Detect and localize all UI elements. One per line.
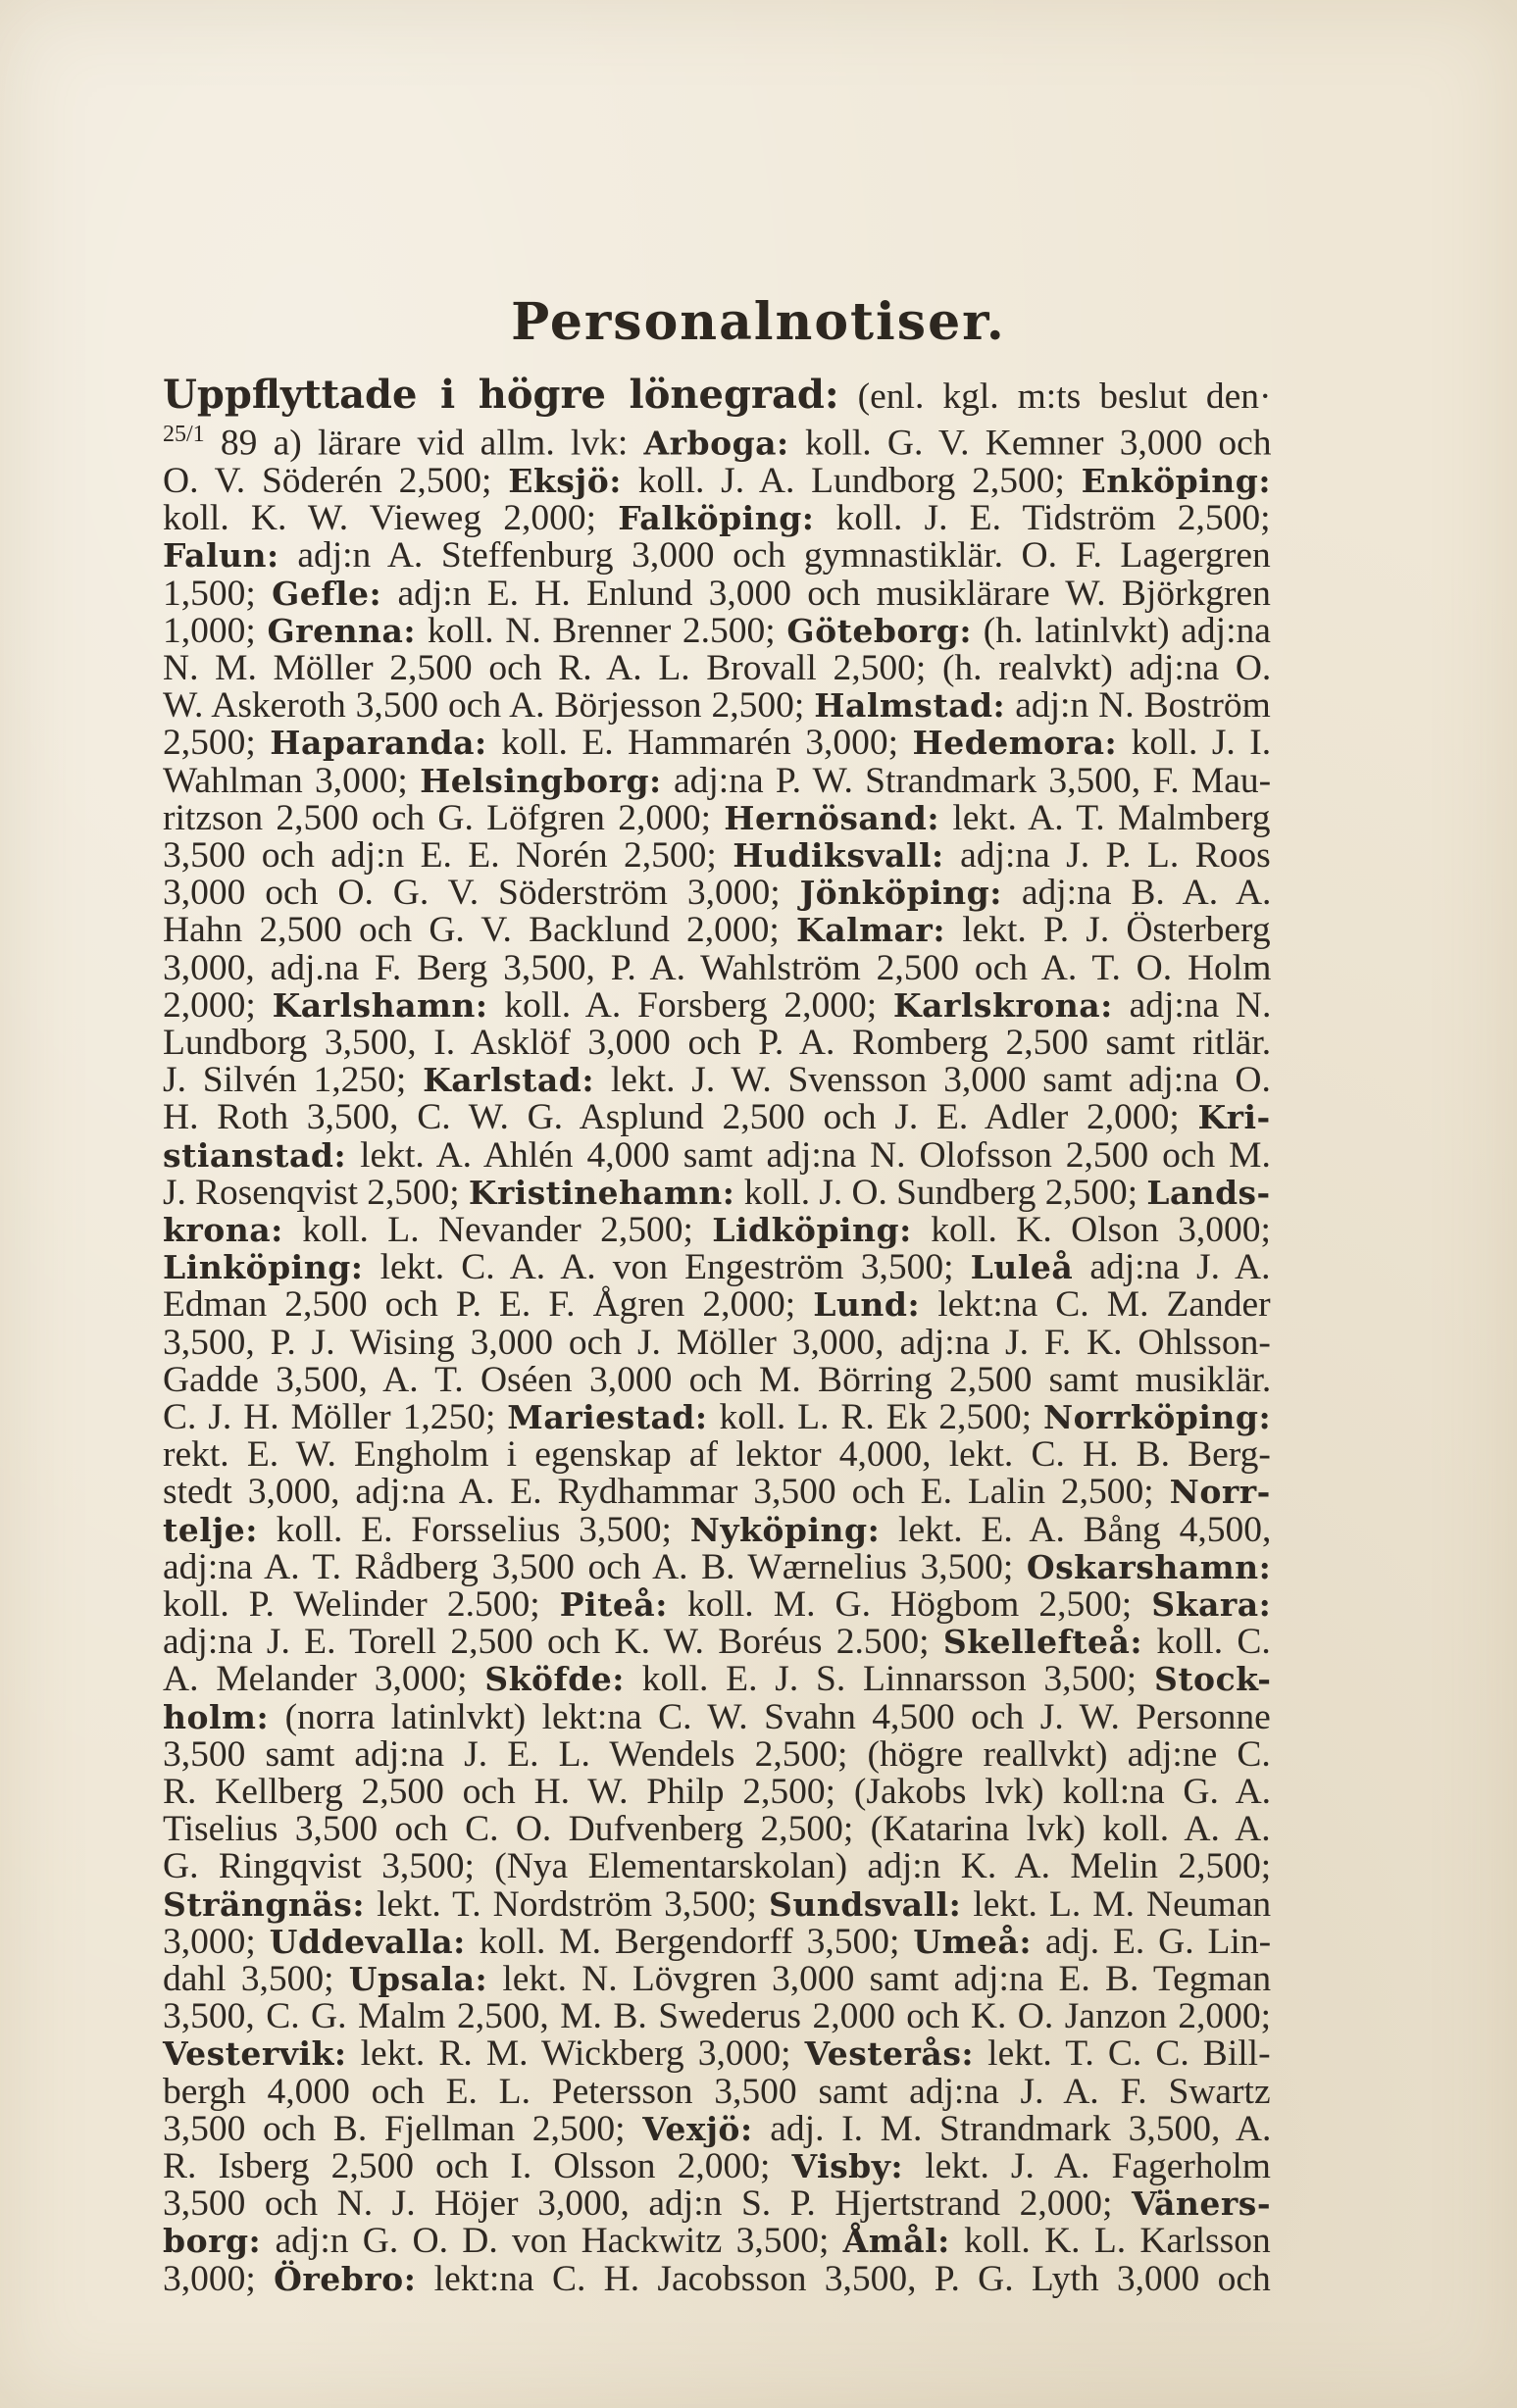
text-line <box>163 1546 1272 1587</box>
text-segment: koll. L. Nevander 2,500; <box>282 1209 713 1250</box>
text-segment: lekt. T. Nordström 3,500; <box>365 1883 769 1925</box>
place-name: Eksjö: <box>508 461 622 500</box>
text-line <box>163 912 1271 949</box>
text-line <box>163 984 1272 1026</box>
text-segment: 89 a) lärare vid allm. lvk: <box>204 423 644 464</box>
place-name: Kri- <box>1197 1098 1271 1137</box>
place-name: Karlshamn: <box>272 985 488 1025</box>
text-segment: dahl 3,500; <box>163 1959 349 2000</box>
place-name: Haparanda: <box>270 724 487 763</box>
text-line <box>163 2035 1271 2073</box>
text-line <box>163 1249 1271 1286</box>
place-name: Umeå: <box>913 1922 1033 1961</box>
text-line <box>163 573 1271 614</box>
text-line <box>163 1062 1271 1099</box>
place-name: Hudiksvall: <box>733 835 944 875</box>
place-name: krona: <box>163 1210 283 1249</box>
text-segment: 3,000; <box>163 1921 270 1962</box>
place-name: Halmstad: <box>814 686 1006 726</box>
text-segment: adj:na B. A. A. <box>1001 873 1272 914</box>
text-segment: koll. J. I. <box>1117 723 1272 764</box>
page-title: Personalnotiser. <box>511 292 1006 352</box>
text-line <box>163 1811 1271 1848</box>
text-segment: koll. E. Hammarén 3,000; <box>486 723 913 764</box>
text-segment: 1,500; <box>163 573 273 614</box>
text-segment: adj:n A. Steffenburg 3,000 och gymnastiklär. O. F. Lagergren <box>278 535 1271 577</box>
text-line <box>163 1099 1271 1136</box>
text-line <box>163 1474 1271 1511</box>
place-name: Vestervik: <box>163 2034 347 2074</box>
text-segment: Edman 2,500 och P. E. F. Ågren 2,000; <box>163 1284 814 1326</box>
text-segment: koll. K. W. Vieweg 2,000; <box>163 498 619 539</box>
text-segment: adj:na J. P. L. Roos <box>943 834 1271 876</box>
text-segment: adj:na J. E. Torell 2,500 och K. W. Boréus 2.500; <box>163 1622 943 1663</box>
text-segment: 3,500 och N. J. Höjer 3,000, adj:n S. P. Hjertstrand 2,000; <box>163 2183 1132 2225</box>
text-segment: adj. E. G. Lin- <box>1032 1921 1272 1962</box>
text-line <box>163 760 1272 801</box>
text-segment: lekt. E. A. Bång 4,500, <box>880 1509 1272 1550</box>
text-line <box>163 610 1271 651</box>
text-segment: Wahlman 3,000; <box>163 760 421 801</box>
place-name: Karlstad: <box>423 1061 595 1100</box>
text-line <box>163 875 1271 912</box>
place-name: Piteå: <box>559 1585 668 1624</box>
place-name: Visby: <box>791 2147 904 2186</box>
text-segment: G. Ringqvist 3,500; (Nya Elementarskolan) adj:n K. A. Melin 2,500; <box>163 1846 1272 1887</box>
text-line <box>163 834 1271 876</box>
text-line <box>163 1848 1271 1885</box>
text-segment: koll. L. R. Ek 2,500; <box>707 1396 1043 1437</box>
text-segment: koll. M. G. Högbom 2,500; <box>667 1584 1152 1625</box>
place-name: Uddevalla: <box>269 1922 466 1961</box>
place-name: Mariestad: <box>507 1397 708 1436</box>
place-name: Gefle: <box>272 574 382 613</box>
text-segment: ritzson 2,500 och G. Löfgren 2,000; <box>163 797 725 838</box>
text-segment: koll. A. Forsberg 2,000; <box>487 984 893 1026</box>
text-segment: koll. C. <box>1142 1622 1271 1663</box>
text-segment: adj:na N. <box>1112 984 1272 1026</box>
text-line <box>163 1883 1272 1925</box>
text-line <box>163 1359 1272 1400</box>
text-segment: 1,000; <box>163 610 268 651</box>
text-line <box>163 2108 1272 2149</box>
text-segment: lekt. N. Lövgren 3,000 samt adj:na E. B. Tegman <box>487 1959 1272 2000</box>
place-name: Oskarshamn: <box>1026 1547 1272 1586</box>
place-name: Upsala: <box>348 1960 488 1999</box>
text-segment: rekt. E. W. Engholm i egenskap af lektor 4,000, lekt. C. H. B. Berg- <box>163 1434 1271 1476</box>
text-segment: lekt. C. A. A. von Engeström 3,500; <box>363 1247 971 1288</box>
place-name: Vexjö: <box>642 2109 753 2148</box>
text-line <box>163 1509 1272 1550</box>
text-segment: 2,500; <box>163 723 271 764</box>
text-segment: koll. G. V. Kemner 3,000 och <box>788 423 1272 464</box>
text-segment: adj:na J. A. <box>1073 1247 1271 1288</box>
text-segment: 2,000; <box>163 984 273 1026</box>
text-line <box>163 1661 1271 1698</box>
place-name: Väners- <box>1131 2184 1272 2224</box>
text-line <box>163 947 1272 988</box>
text-line <box>163 500 1271 537</box>
text-segment: koll. J. A. Lundborg 2,500; <box>621 460 1082 501</box>
text-segment: H. Roth 3,500, C. W. G. Asplund 2,500 och J. E. Adler 2,000; <box>163 1097 1198 1138</box>
text-segment: koll. K. L. Karlsson <box>949 2221 1271 2262</box>
text-segment: lekt. L. M. Neuman <box>961 1883 1272 1925</box>
text-line <box>163 1774 1271 1811</box>
text-segment: R. Isberg 2,500 och I. Olsson 2,000; <box>163 2146 792 2187</box>
section-lead: Uppflyttade i högre lönegrad: <box>163 372 839 418</box>
text-line <box>163 1998 1271 2035</box>
place-name: Hedemora: <box>912 724 1118 763</box>
text-line <box>163 372 1272 418</box>
text-segment: koll. E. J. S. Linnarsson 3,500; <box>624 1659 1154 1700</box>
text-segment: 3,000; <box>163 2258 275 2299</box>
place-name: Skellefteå: <box>942 1623 1143 1662</box>
place-name: Grenna: <box>267 611 417 650</box>
text-segment: (enl. kgl. m:ts beslut den· <box>838 376 1272 417</box>
place-name: Sundsvall: <box>768 1884 962 1924</box>
text-line <box>163 1696 1271 1737</box>
text-segment: lekt. R. M. Wickberg 3,000; <box>346 2033 805 2075</box>
text-segment: koll. E. Forsselius 3,500; <box>257 1509 690 1550</box>
text-segment: lekt. A. Ahlén 4,000 samt adj:na N. Olofsson 2,500 och M. <box>346 1134 1271 1176</box>
text-segment: adj:n E. H. Enlund 3,000 och musiklärare W. Björkgren <box>381 573 1271 614</box>
text-segment: J. Silvén 1,250; <box>163 1060 424 1101</box>
date-fraction: 25/1 <box>163 422 205 448</box>
text-segment: Gadde 3,500, A. T. Oséen 3,000 och M. Börring 2,500 samt musiklär. <box>163 1359 1272 1400</box>
place-name: Kristinehamn: <box>468 1173 735 1212</box>
text-line <box>163 2148 1271 2185</box>
text-line <box>163 1322 1271 1363</box>
text-line <box>163 797 1271 838</box>
text-segment: lekt. A. T. Malmberg <box>939 797 1271 838</box>
text-segment: adj:n G. O. D. von Hackwitz 3,500; <box>261 2221 843 2262</box>
text-segment: O. V. Söderén 2,500; <box>163 460 509 501</box>
text-segment: (norra latinlvkt) lekt:na C. W. Svahn 4,500 och J. W. Personne <box>269 1696 1271 1737</box>
text-segment: A. Melander 3,000; <box>163 1659 485 1700</box>
text-segment: koll. J. O. Sundberg 2,500; <box>734 1172 1147 1213</box>
text-line <box>163 725 1271 762</box>
place-name: Stock- <box>1153 1660 1272 1699</box>
article-body <box>163 372 1272 2299</box>
place-name: borg: <box>163 2222 262 2261</box>
place-name: holm: <box>163 1697 270 1736</box>
text-segment: lekt:na C. M. Zander <box>920 1284 1271 1326</box>
text-segment: 3,500 och B. Fjellman 2,500; <box>163 2108 643 2149</box>
place-name: Norr- <box>1169 1473 1271 1512</box>
text-segment: stedt 3,000, adj:na A. E. Rydhammar 3,500 och E. Lalin 2,500; <box>163 1472 1170 1513</box>
place-name: Åmål: <box>842 2222 950 2261</box>
text-line <box>163 460 1272 501</box>
text-segment: C. J. H. Möller 1,250; <box>163 1396 508 1437</box>
text-line <box>163 1286 1271 1324</box>
place-name: Linköping: <box>163 1248 364 1287</box>
text-segment: bergh 4,000 och E. L. Petersson 3,500 samt adj:na J. A. F. Swartz <box>163 2071 1271 2112</box>
text-segment: 3,000, adj.na F. Berg 3,500, P. A. Wahlström 2,500 och A. T. O. Holm <box>163 947 1272 988</box>
text-line <box>163 537 1271 575</box>
text-line <box>163 687 1271 725</box>
text-segment: J. Rosenqvist 2,500; <box>163 1172 469 1213</box>
place-name: Helsingborg: <box>420 761 662 800</box>
text-segment: koll. J. E. Tidström 2,500; <box>814 498 1271 539</box>
place-name: Lidköping: <box>712 1210 912 1249</box>
place-name: Lands- <box>1146 1173 1271 1212</box>
place-name: Jönköping: <box>799 874 1002 913</box>
text-segment: adj. I. M. Strandmark 3,500, A. <box>752 2108 1272 2149</box>
text-segment: lekt. J. W. Svensson 3,000 samt adj:na O. <box>594 1060 1271 1101</box>
text-segment: lekt. J. A. Fagerholm <box>903 2146 1271 2187</box>
text-segment: (h. latinlvkt) adj:na <box>972 610 1271 651</box>
text-line <box>163 2258 1271 2299</box>
text-line <box>163 2223 1271 2260</box>
text-segment: lekt:na C. H. Jacobsson 3,500, P. G. Lyth 3,000 och <box>416 2258 1271 2299</box>
text-line <box>163 1209 1271 1250</box>
place-name: Karlskrona: <box>892 985 1113 1025</box>
place-name: Kalmar: <box>796 911 945 950</box>
text-line <box>163 2185 1271 2223</box>
place-name: Strängnäs: <box>163 1884 366 1924</box>
place-name: Hernösand: <box>724 798 940 837</box>
text-line <box>163 1961 1271 1998</box>
text-segment: 3,500, C. G. Malm 2,500, M. B. Swederus 2,000 och K. O. Janzon 2,000; <box>163 1996 1272 2037</box>
text-line <box>163 1134 1271 1176</box>
text-line <box>163 2071 1271 2112</box>
place-name: Arboga: <box>643 424 789 463</box>
text-segment: 3,500 samt adj:na J. E. L. Wendels 2,500; (högre reallvkt) adj:ne C. <box>163 1733 1271 1775</box>
text-line <box>163 1396 1272 1437</box>
text-segment: Lundborg 3,500, I. Asklöf 3,000 och P. A. Romberg 2,500 samt ritlär. <box>163 1022 1272 1063</box>
text-line <box>163 647 1272 688</box>
text-segment: N. M. Möller 2,500 och R. A. L. Brovall 2,500; (h. realvkt) adj:na O. <box>163 647 1272 688</box>
place-name: Göteborg: <box>786 611 973 650</box>
text-line <box>163 1586 1271 1624</box>
place-name: Sköfde: <box>484 1660 625 1699</box>
place-name: Lund: <box>813 1285 921 1325</box>
place-name: Skara: <box>1151 1585 1272 1624</box>
place-name: Vesterås: <box>804 2034 975 2074</box>
text-segment: 3,500, P. J. Wising 3,000 och J. Möller 3,000, adj:na J. F. K. Ohlsson- <box>163 1322 1271 1363</box>
text-line <box>163 1172 1271 1213</box>
text-segment: koll. P. Welinder 2.500; <box>163 1584 560 1625</box>
text-line <box>163 1624 1271 1661</box>
text-line <box>163 1733 1271 1775</box>
text-segment: koll. K. Olson 3,000; <box>911 1209 1271 1250</box>
text-line <box>163 416 1271 463</box>
place-name: Falun: <box>163 536 279 576</box>
place-name: Norrköping: <box>1042 1397 1272 1436</box>
text-segment: 3,000 och O. G. V. Söderström 3,000; <box>163 873 800 914</box>
text-line <box>163 1022 1272 1063</box>
text-line <box>163 1436 1271 1474</box>
place-name: Luleå <box>970 1248 1074 1287</box>
text-segment: R. Kellberg 2,500 och H. W. Philp 2,500; (Jakobs lvk) koll:na G. A. <box>163 1772 1272 1813</box>
place-name: stianstad: <box>163 1135 347 1175</box>
text-segment: adj:na P. W. Strandmark 3,500, F. Mau- <box>661 760 1272 801</box>
text-segment: Tiselius 3,500 och C. O. Dufvenberg 2,500; (Katarina lvk) koll. A. A. <box>163 1809 1271 1850</box>
text-segment: adj:n N. Boström <box>1005 685 1271 727</box>
place-name: telje: <box>163 1510 258 1549</box>
text-segment: koll. M. Bergendorff 3,500; <box>465 1921 914 1962</box>
place-name: Enköping: <box>1081 461 1272 500</box>
text-segment: koll. N. Brenner 2.500; <box>416 610 787 651</box>
place-name: Örebro: <box>274 2259 417 2298</box>
place-name: Nyköping: <box>689 1510 881 1549</box>
text-line <box>163 1921 1272 1962</box>
text-segment: lekt. T. C. C. Bill- <box>974 2033 1271 2075</box>
text-segment: 3,500 och adj:n E. E. Norén 2,500; <box>163 834 733 876</box>
text-segment: adj:na A. T. Rådberg 3,500 och A. B. Wærnelius 3,500; <box>163 1546 1027 1587</box>
place-name: Falköping: <box>618 499 815 538</box>
text-segment: W. Askeroth 3,500 och A. Börjesson 2,500; <box>163 685 815 727</box>
text-segment: Hahn 2,500 och G. V. Backlund 2,000; <box>163 910 797 951</box>
text-segment: lekt. P. J. Österberg <box>945 910 1271 951</box>
